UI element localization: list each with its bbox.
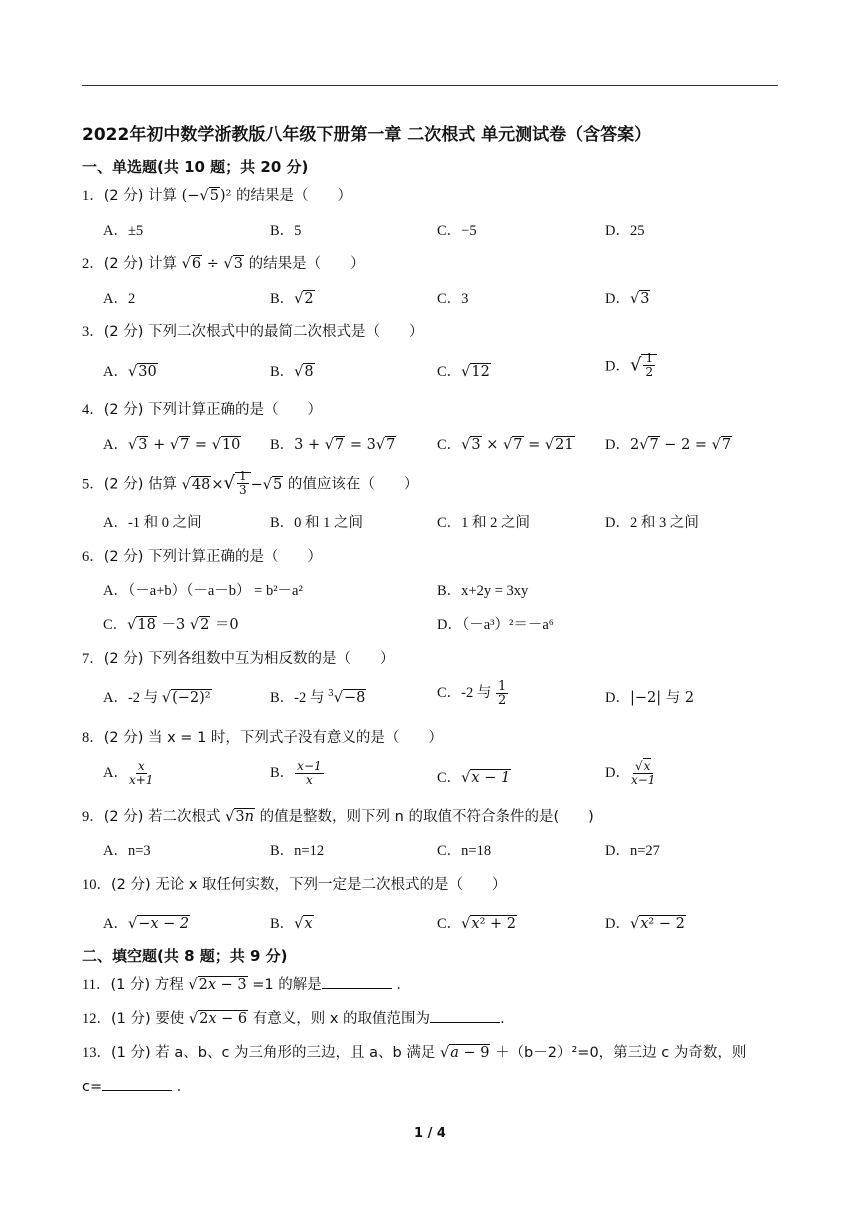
question-1: 1．(2 分) 计算 (−√5)² 的结果是（ ） — [82, 188, 353, 204]
math-expression: (−√5)² — [181, 188, 232, 204]
option-c: C．-2 与 $\frac{1}{2}$ — [437, 679, 507, 708]
answer-blank[interactable] — [102, 1090, 172, 1091]
option-c: C．−5 — [437, 223, 477, 239]
math-expression: √48×√ $\frac{1}{3}$ −√5 — [181, 469, 283, 497]
option-a: A．√−x − 2 — [103, 916, 190, 932]
math-expression: √3n — [225, 809, 254, 825]
option-b: B．3 + √7 = 3√7 — [270, 437, 396, 453]
option-d: D．2√7 − 2 = √7 — [605, 437, 732, 453]
question-5: 5．(2 分) 估算 √48×√ $\frac{1}{3}$ −√5 的值应该在（ ） — [82, 469, 419, 497]
question-6: 6．(2 分) 下列计算正确的是（ ） — [82, 549, 323, 565]
option-a: A．n=3 — [103, 843, 151, 859]
question-12: 12．(1 分) 要使 √2x − 6 有意义，则 x 的取值范围为 . — [82, 1011, 505, 1027]
option-c: C．3 — [437, 291, 469, 307]
question-10: 10．(2 分) 无论 x 取任何实数，下列一定是二次根式的是（ ） — [82, 877, 507, 893]
option-a: A．√3 + √7 = √10 — [103, 437, 241, 453]
option-d: D．25 — [605, 223, 645, 239]
question-7: 7．(2 分) 下列各组数中互为相反数的是（ ） — [82, 651, 395, 667]
option-a: A．（－a+b）（－a－b） = b²－a² — [103, 583, 303, 599]
math-expression: √2x − 3 — [188, 977, 247, 993]
option-d: D．√3 — [605, 291, 650, 307]
answer-blank[interactable] — [430, 1022, 500, 1023]
question-3: 3．(2 分) 下列二次根式中的最简二次根式是（ ） — [82, 324, 424, 340]
option-b: B． $\frac{x-1}{x}$ — [270, 759, 322, 787]
section-heading-single-choice: 一、单选题(共 10 题；共 20 分) — [82, 158, 309, 176]
question-8: 8．(2 分) 当 x = 1 时，下列式子没有意义的是（ ） — [82, 730, 443, 746]
option-c: C．√x² + 2 — [437, 916, 517, 932]
option-d: D．2 和 3 之间 — [605, 515, 699, 531]
option-a: A． $\frac{x}{x+1}$ — [103, 759, 154, 787]
page-title: 2022年初中数学浙教版八年级下册第一章 二次根式 单元测试卷（含答案） — [82, 125, 652, 145]
option-c: C．√12 — [437, 364, 490, 380]
math-expression: √6 ÷ √3 — [181, 256, 243, 272]
section-heading-fill-blank: 二、填空题(共 8 题；共 9 分) — [82, 947, 288, 965]
option-b: B．5 — [270, 223, 302, 239]
option-c: C．n=18 — [437, 843, 492, 859]
question-13: 13．(1 分) 若 a、b、c 为三角形的三边，且 a、b 满足 √a − 9 ＋（b－2）²=0，第三边 c 为奇数，则 — [82, 1045, 747, 1061]
page-number: 1 / 4 — [414, 1126, 446, 1141]
option-b: B．0 和 1 之间 — [270, 515, 364, 531]
question-11: 11．(1 分) 方程 √2x − 3 =1 的解是 ． — [82, 977, 411, 993]
question-13-continued: c= ． — [82, 1079, 192, 1095]
option-b: B．n=12 — [270, 843, 325, 859]
option-d: D．（－a³）²＝－a⁶ — [437, 617, 554, 633]
option-b: B．√x — [270, 916, 313, 932]
question-4: 4．(2 分) 下列计算正确的是（ ） — [82, 402, 323, 418]
option-b: B．-2 与 $^3$√−8 — [270, 689, 366, 706]
option-b: B．√2 — [270, 291, 314, 307]
option-b: B．√8 — [270, 364, 314, 380]
math-expression: √a − 9 — [439, 1045, 490, 1061]
option-a: A．±5 — [103, 223, 144, 239]
option-d: D．n=27 — [605, 843, 660, 859]
option-d: D．√ $\frac{1}{2}$ — [605, 352, 657, 379]
option-c: C．√3 × √7 = √21 — [437, 437, 574, 453]
option-d: D． $\frac{√x}{x-1}$ — [605, 759, 656, 787]
option-c: C．√18 －3 √2 ＝0 — [103, 617, 239, 633]
header-rule — [82, 85, 778, 86]
option-d: D．√x² − 2 — [605, 916, 685, 932]
answer-blank[interactable] — [322, 988, 392, 989]
question-2: 2．(2 分) 计算 √6 ÷ √3 的结果是（ ） — [82, 256, 365, 272]
option-a: A．-1 和 0 之间 — [103, 515, 202, 531]
question-9: 9．(2 分) 若二次根式 √3n 的值是整数，则下列 n 的取值不符合条件的是( ) — [82, 809, 594, 825]
option-a: A．2 — [103, 291, 136, 307]
option-a: A．-2 与 √(−2)² — [103, 690, 211, 706]
option-d: D．|−2| 与 2 — [605, 690, 695, 706]
option-a: A．√30 — [103, 364, 157, 380]
option-c: C．1 和 2 之间 — [437, 515, 531, 531]
option-b: B．x+2y = 3xy — [437, 583, 529, 599]
option-c: C．√x − 1 — [437, 770, 511, 786]
math-expression: √2x − 6 — [188, 1011, 248, 1027]
